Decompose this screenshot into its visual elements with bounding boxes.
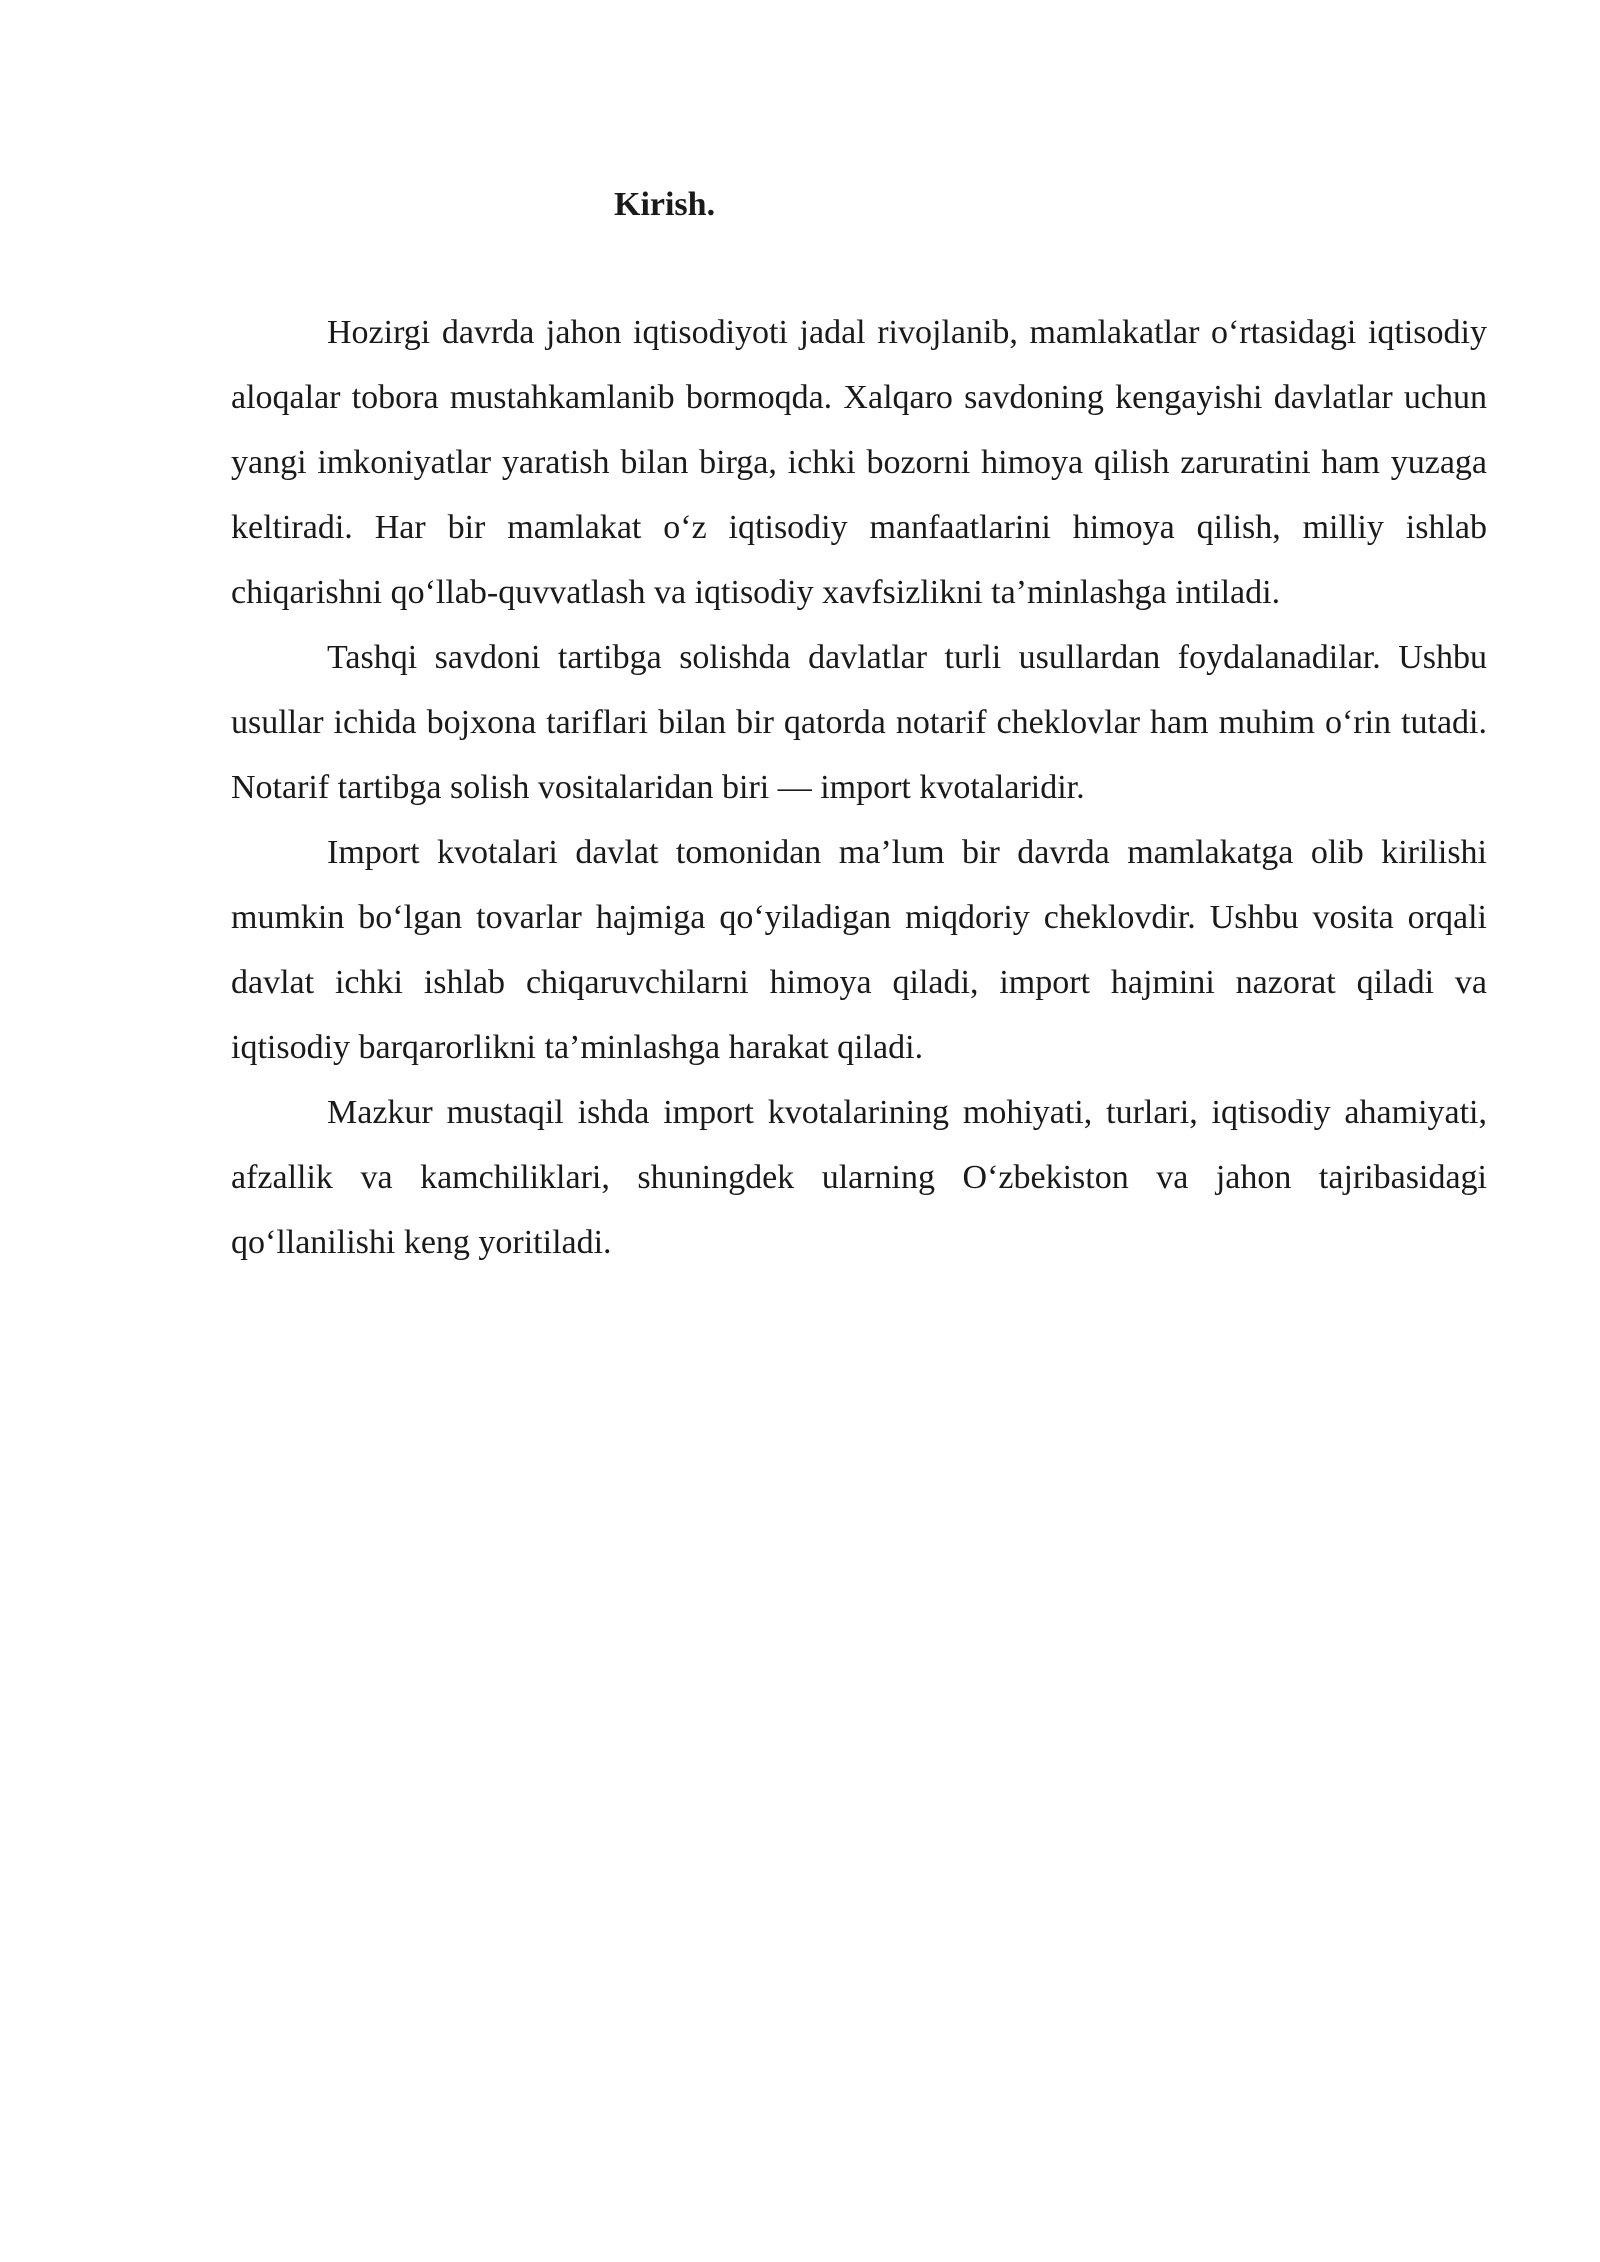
page-content	[231, 178, 1487, 1275]
paragraph-3: Import kvotalari davlat tomonidan ma’lum bir davrda mamlakatga olib kirilishi mumkin bo‘lgan tovarlar hajmiga qo‘yiladigan miqdoriy cheklovdir. Ushbu vosita orqali davlat ichki ishlab chiqaruvchilarni himoya qiladi, import hajmini nazorat qiladi va iqtisodiy barqarorlikni ta’minlashga harakat qiladi.	[231, 834, 1487, 1066]
paragraph-2: Tashqi savdoni tartibga solishda davlatlar turli usullardan foydalanadilar. Ushbu usullar ichida bojxona tariflari bilan bir qatorda notarif cheklovlar ham muhim o‘rin tutadi. Notarif tartibga solish vositalaridan biri — import kvotalaridir.	[231, 639, 1487, 806]
document-body	[231, 300, 1487, 1275]
page-title: Kirish.	[614, 186, 716, 223]
paragraph-1: Hozirgi davrda jahon iqtisodiyoti jadal rivojlanib, mamlakatlar o‘rtasidagi iqtisodiy aloqalar tobora mustahkamlanib bormoqda. Xalqaro savdoning kengayishi davlatlar uchun yangi imkoniyatlar yaratish bilan birga, ichki bozorni himoya qilish zaruratini ham yuzaga keltiradi. Har bir mamlakat o‘z iqtisodiy manfaatlarini himoya qilish, milliy ishlab chiqarishni qo‘llab-quvvatlash va iqtisodiy xavfsizlikni ta’minlashga intiladi.	[231, 314, 1487, 611]
paragraph-4: Mazkur mustaqil ishda import kvotalarining mohiyati, turlari, iqtisodiy ahamiyati, afzallik va kamchiliklari, shuningdek ularning O‘zbekiston va jahon tajribasidagi qo‘llanilishi keng yoritiladi.	[231, 1094, 1487, 1261]
